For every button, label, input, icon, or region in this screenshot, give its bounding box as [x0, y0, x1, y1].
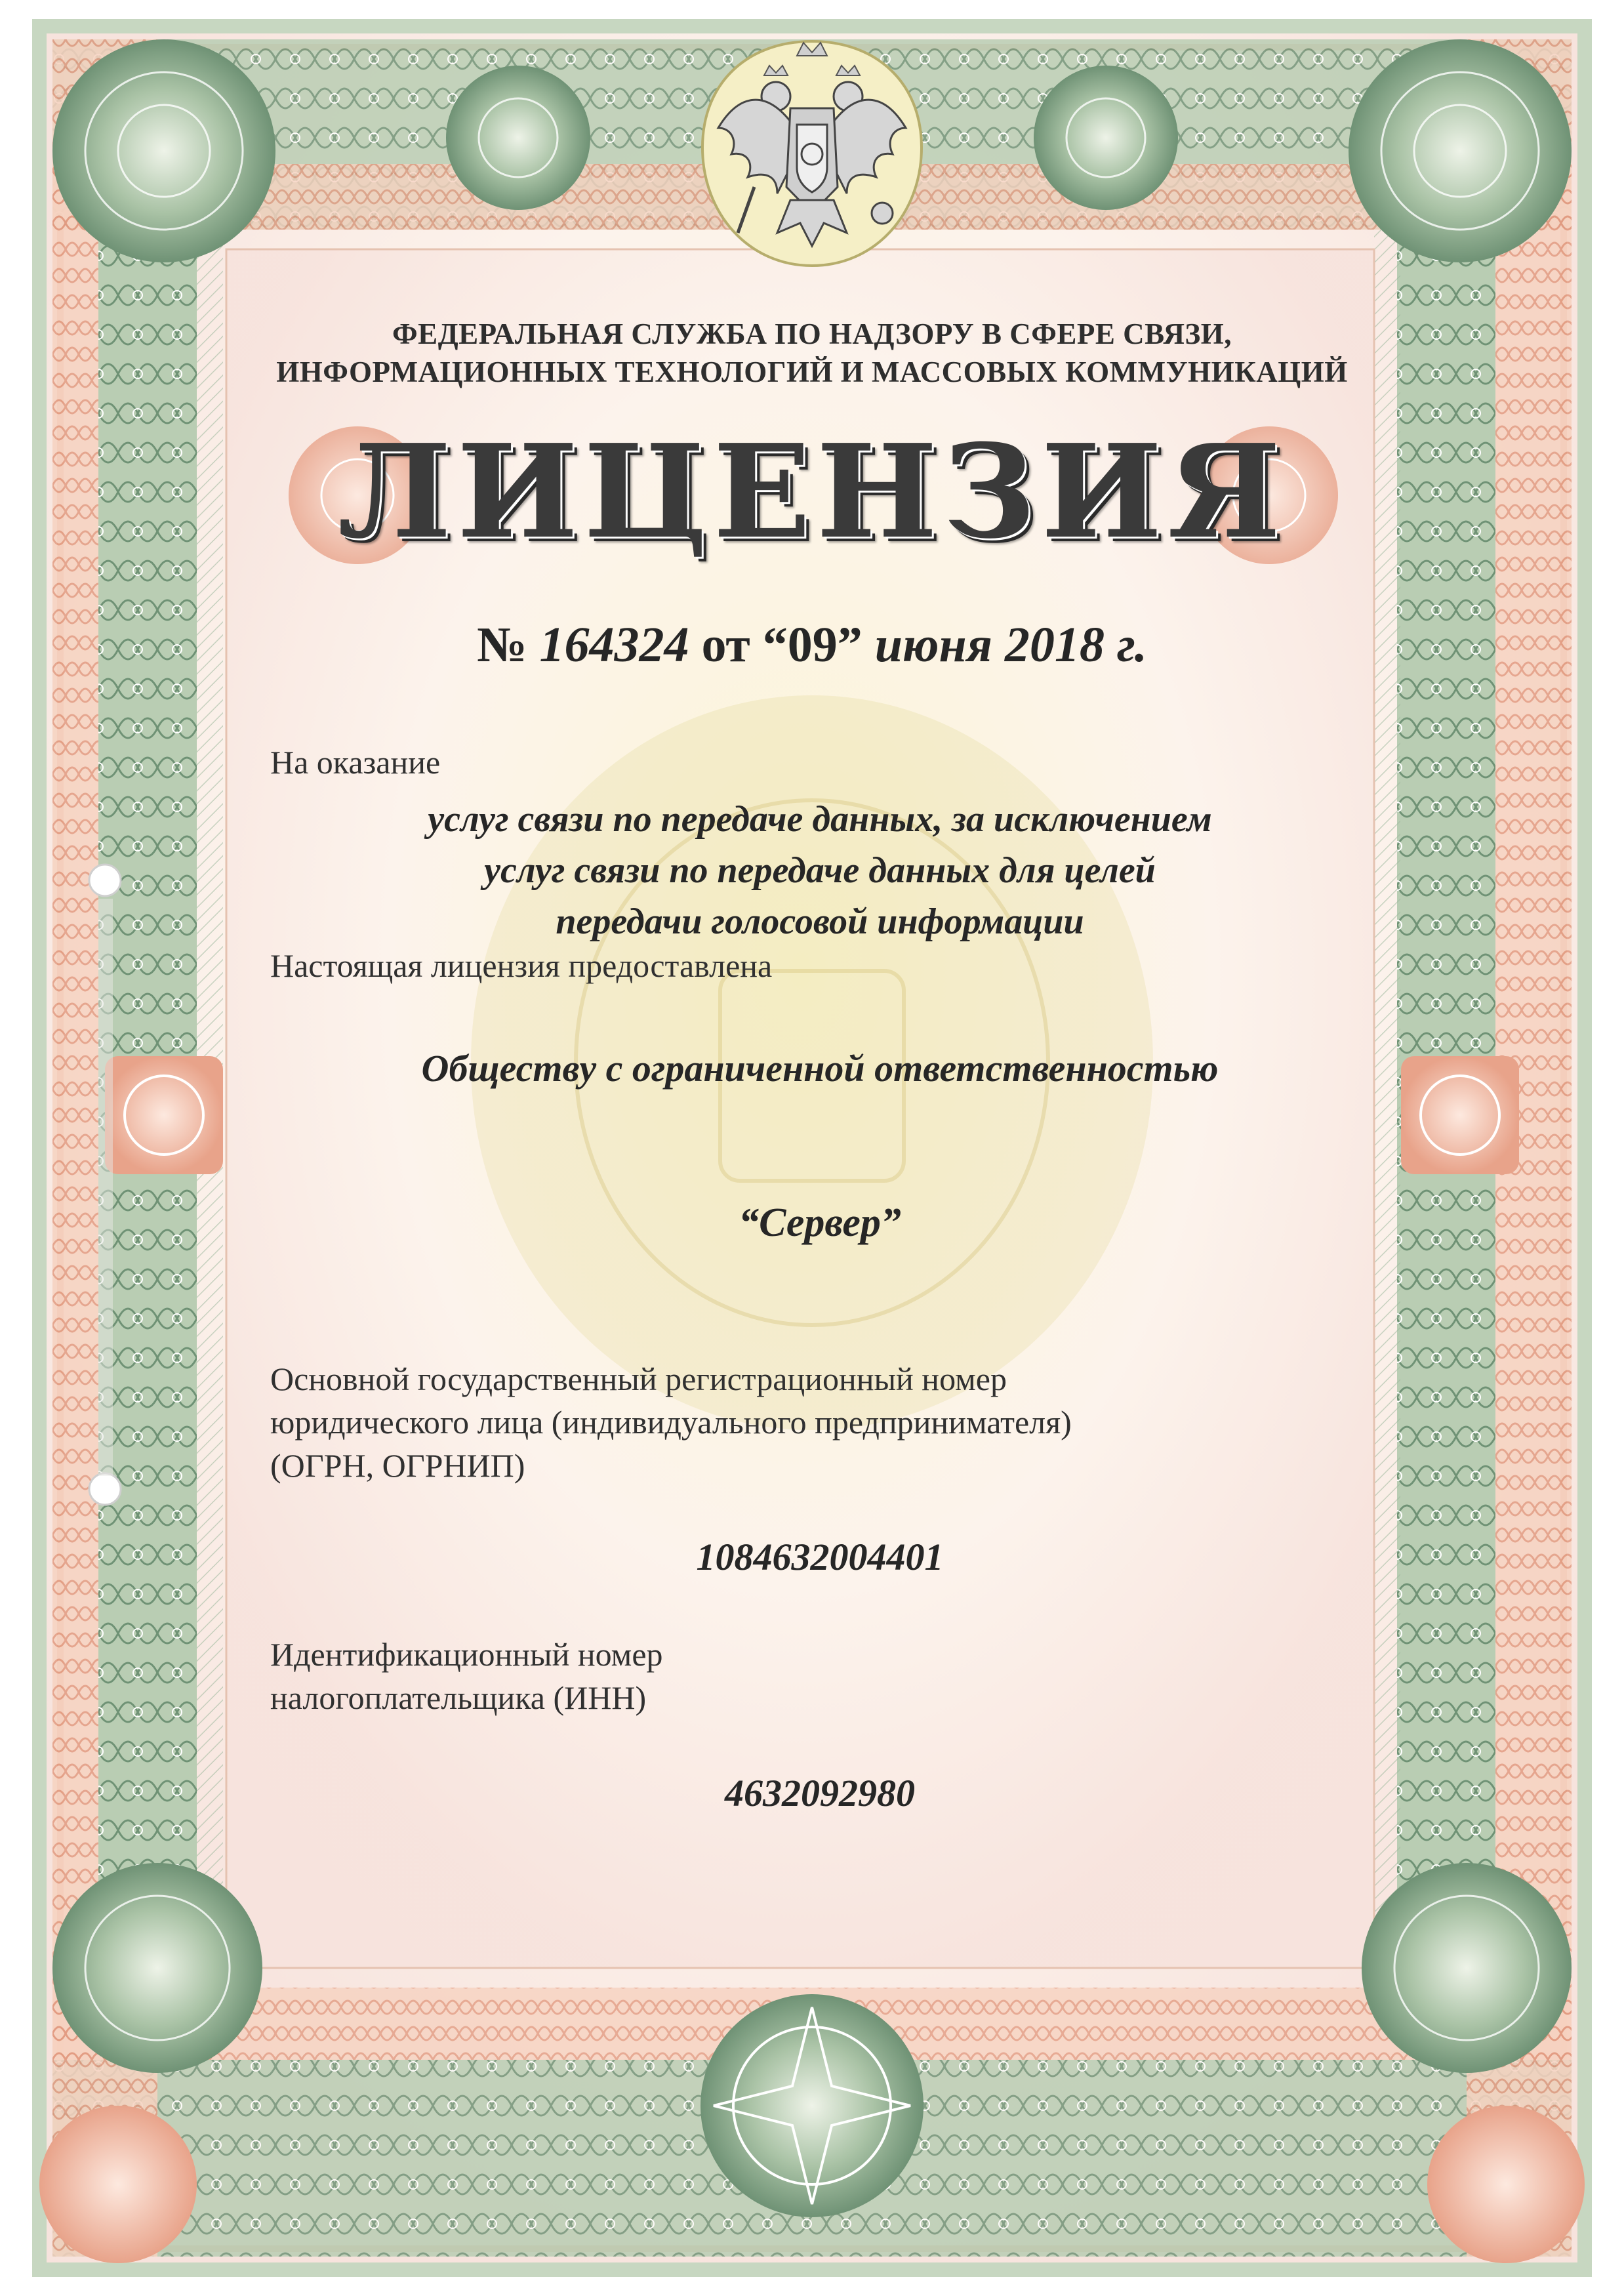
- inn-value: 4632092980: [725, 1772, 915, 1814]
- agency-line-2: ИНФОРМАЦИОННЫХ ТЕХНОЛОГИЙ И МАССОВЫХ КОММУНИКАЦИЙ: [276, 356, 1348, 388]
- service-line-1: услуг связи по передаче данных, за исключением: [428, 799, 1212, 840]
- license-number: 164324: [539, 617, 689, 672]
- from-word: от: [701, 617, 750, 672]
- service-line-3: передачи голосовой информации: [556, 901, 1084, 942]
- issue-month-year: июня 2018: [874, 617, 1105, 672]
- coat-of-arms-emblem: [692, 36, 932, 272]
- license-number-line: [197, 615, 1427, 674]
- inn-label-line-1: Идентификационный номер: [270, 1636, 663, 1673]
- agency-line-1: ФЕДЕРАЛЬНАЯ СЛУЖБА ПО НАДЗОРУ В СФЕРЕ СВЯЗИ,: [392, 317, 1232, 350]
- licensee-label: Настоящая лицензия предоставлена: [270, 947, 773, 984]
- issuing-agency: [197, 315, 1427, 391]
- ogrn-value: 1084632004401: [696, 1536, 944, 1578]
- ogrn-label-line-2: юридического лица (индивидуального предпринимателя): [270, 1404, 1072, 1441]
- licensee-name-line-2: “Сервер”: [739, 1200, 901, 1245]
- document-title: ЛИЦЕНЗИЯ: [338, 417, 1286, 567]
- number-sign: №: [477, 617, 527, 672]
- service-line-2: услуг связи по передаче данных для целей: [484, 850, 1156, 891]
- ogrn-label-line-3: (ОГРН, ОГРНИП): [270, 1447, 525, 1484]
- licensee-name-line-1: Обществу с ограниченной ответственностью: [421, 1047, 1219, 1090]
- issue-day: “09”: [762, 617, 863, 672]
- year-suffix: г.: [1116, 617, 1147, 672]
- ogrn-label-line-1: Основной государственный регистрационный номер: [270, 1361, 1007, 1397]
- service-label: На оказание: [270, 744, 441, 781]
- inn-label-line-2: налогоплательщика (ИНН): [270, 1679, 647, 1716]
